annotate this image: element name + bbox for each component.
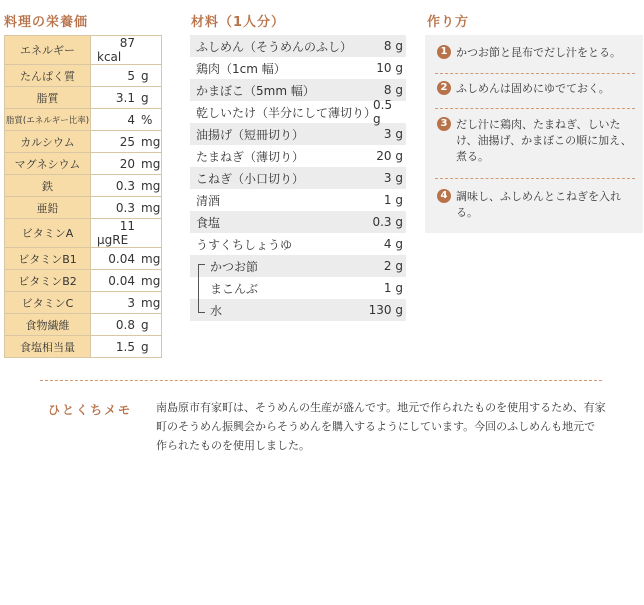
ingredient-name: 水 [210, 303, 223, 318]
nutrient-label: たんぱく質 [5, 65, 91, 87]
ingredient-amount: 3 g [383, 127, 403, 141]
ingredient-amount: 4 g [383, 237, 403, 251]
nutrient-label: カルシウム [5, 131, 91, 153]
ingredient-row [190, 189, 406, 211]
ingredient-row [190, 233, 406, 255]
ingredient-amount: 3 g [383, 171, 403, 185]
step-number: 2 [437, 81, 451, 95]
nutrient-label: マグネシウム [5, 153, 91, 175]
ingredient-row [190, 299, 406, 321]
nutrient-value: 0.3 [115, 200, 135, 215]
step-divider [435, 73, 635, 74]
ingredient-name: ふしめん（そうめんのふし） [196, 39, 353, 54]
nutrient-value-cell [91, 197, 162, 219]
nutrient-value-cell [91, 87, 162, 109]
step-text: かつお節と昆布でだし汁をとる。 [456, 46, 621, 59]
nutrition-row [5, 175, 162, 197]
step-number: 1 [437, 45, 451, 59]
step-text: だし汁に鶏肉、たまねぎ、しいたけ、油揚げ、かまぼこの順に加え、煮る。 [456, 118, 632, 163]
nutrient-value: 4 [127, 112, 135, 127]
ingredient-amount: 1 g [383, 193, 403, 207]
ingredient-name: 鶏肉（1cm 幅） [196, 61, 286, 76]
nutrient-value: 5 [127, 68, 135, 83]
ingredient-name: 清酒 [196, 193, 221, 208]
ingredient-name: かつお節 [210, 259, 259, 274]
ingredient-row [190, 211, 406, 233]
nutrient-value: 20 [119, 156, 135, 171]
nutrient-unit: mg [141, 178, 161, 193]
nutrient-unit: g [141, 317, 149, 332]
nutrient-value: 1.5 [115, 339, 135, 354]
nutrient-value-cell [91, 219, 162, 248]
nutrient-unit: g [141, 339, 149, 354]
nutrient-unit: mg [141, 295, 161, 310]
ingredient-row [190, 255, 406, 277]
nutrient-value-cell [91, 292, 162, 314]
ingredients-title: 材料（1人分） [191, 15, 286, 30]
nutrition-row [5, 336, 162, 358]
ingredient-amount: 10 g [376, 61, 403, 75]
step-divider [435, 178, 635, 179]
nutrient-unit: mg [141, 156, 161, 171]
nutrient-unit: mg [141, 273, 161, 288]
nutrient-label: 亜鉛 [5, 197, 91, 219]
nutrient-value-cell [91, 131, 162, 153]
nutrient-unit: μgRE [97, 233, 129, 247]
ingredient-amount: 0.3 g [372, 215, 403, 229]
nutrient-value-cell [91, 109, 162, 131]
nutrient-value: 87 [119, 36, 135, 50]
ingredient-name: まこんぶ [210, 281, 259, 296]
nutrition-row [5, 36, 162, 65]
step-item [437, 81, 637, 97]
ingredient-amount: 8 g [383, 83, 403, 97]
nutrient-value: 3.1 [115, 90, 135, 105]
nutrient-value: 0.04 [108, 251, 135, 266]
ingredient-name: 食塩 [196, 215, 221, 230]
ingredient-row [190, 167, 406, 189]
nutrient-label: ビタミンB1 [5, 248, 91, 270]
nutrient-unit: mg [141, 200, 161, 215]
nutrition-title: 料理の栄養価 [4, 15, 89, 30]
ingredient-row [190, 98, 406, 126]
nutrient-unit: g [141, 90, 149, 105]
memo-divider [40, 380, 602, 381]
steps-panel [425, 35, 643, 233]
nutrition-row [5, 65, 162, 87]
ingredient-amount: 8 g [383, 39, 403, 53]
step-divider [435, 108, 635, 109]
ingredient-amount: 20 g [376, 149, 403, 163]
nutrient-value: 0.3 [115, 178, 135, 193]
nutrient-label: 脂質 [5, 87, 91, 109]
nutrition-row [5, 292, 162, 314]
ingredient-row [190, 123, 406, 145]
step-number: 3 [437, 117, 451, 131]
ingredient-name: たまねぎ（薄切り） [196, 149, 305, 164]
ingredient-name: 油揚げ（短冊切り） [196, 127, 305, 142]
nutrient-unit: % [141, 112, 153, 127]
step-item [437, 189, 637, 221]
nutrition-row [5, 248, 162, 270]
memo-title: ひとくちメモ [48, 403, 133, 417]
dashi-bracket [198, 264, 205, 313]
nutrition-row [5, 314, 162, 336]
ingredient-row [190, 145, 406, 167]
nutrition-row [5, 153, 162, 175]
nutrition-row [5, 109, 162, 131]
nutrient-label: 脂質(エネルギー比率) [5, 109, 91, 131]
nutrient-value-cell [91, 175, 162, 197]
nutrient-label: 鉄 [5, 175, 91, 197]
ingredient-amount: 2 g [383, 259, 403, 273]
nutrition-row [5, 131, 162, 153]
ingredient-name: かまぼこ（5mm 幅） [196, 83, 315, 98]
memo-text: 南島原市有家町は、そうめんの生産が盛んです。地元で作られたものを使用するため、有家町のそうめん振興会からそうめんを購入するようにしています。今回のふしめんも地元で作られたものを使用しました。 [156, 401, 606, 452]
nutrient-label: ビタミンB2 [5, 270, 91, 292]
ingredient-row [190, 57, 406, 79]
nutrition-row [5, 270, 162, 292]
nutrient-value: 25 [119, 134, 135, 149]
nutrient-value-cell [91, 314, 162, 336]
nutrient-value-cell [91, 153, 162, 175]
nutrient-value: 11 [119, 219, 135, 233]
step-text: ふしめんは固めにゆでておく。 [456, 82, 610, 95]
nutrition-row [5, 87, 162, 109]
ingredient-row [190, 35, 406, 57]
nutrition-table [4, 35, 162, 358]
ingredient-row [190, 277, 406, 299]
nutrient-value: 3 [127, 295, 135, 310]
nutrient-value-cell [91, 65, 162, 87]
steps-title: 作り方 [427, 15, 470, 30]
ingredient-amount: 0.5 g [373, 98, 393, 126]
nutrient-value-cell [91, 248, 162, 270]
nutrient-value-cell [91, 36, 162, 65]
nutrient-label: エネルギー [5, 36, 91, 65]
ingredient-name: 乾しいたけ（半分にして薄切り） [196, 105, 377, 120]
step-text: 調味し、ふしめんとこねぎを入れる。 [456, 190, 621, 219]
ingredients-list [190, 35, 406, 321]
nutrient-unit: mg [141, 251, 161, 266]
nutrient-label: 食物繊維 [5, 314, 91, 336]
nutrient-label: ビタミンA [5, 219, 91, 248]
step-item [437, 45, 637, 61]
nutrient-value: 0.8 [115, 317, 135, 332]
ingredient-name: こねぎ（小口切り） [196, 171, 305, 186]
ingredient-name: うすくちしょうゆ [196, 237, 293, 252]
nutrient-label: 食塩相当量 [5, 336, 91, 358]
nutrient-value: 0.04 [108, 273, 135, 288]
nutrition-row [5, 197, 162, 219]
nutrient-value-cell [91, 336, 162, 358]
step-item [437, 117, 637, 165]
nutrient-value-cell [91, 270, 162, 292]
nutrient-label: ビタミンC [5, 292, 91, 314]
nutrition-row [5, 219, 162, 248]
nutrient-unit: kcal [97, 50, 122, 64]
ingredient-amount: 130 g [368, 303, 403, 317]
nutrient-unit: g [141, 68, 149, 83]
ingredient-amount: 1 g [383, 281, 403, 295]
step-number: 4 [437, 189, 451, 203]
nutrient-unit: mg [141, 134, 161, 149]
